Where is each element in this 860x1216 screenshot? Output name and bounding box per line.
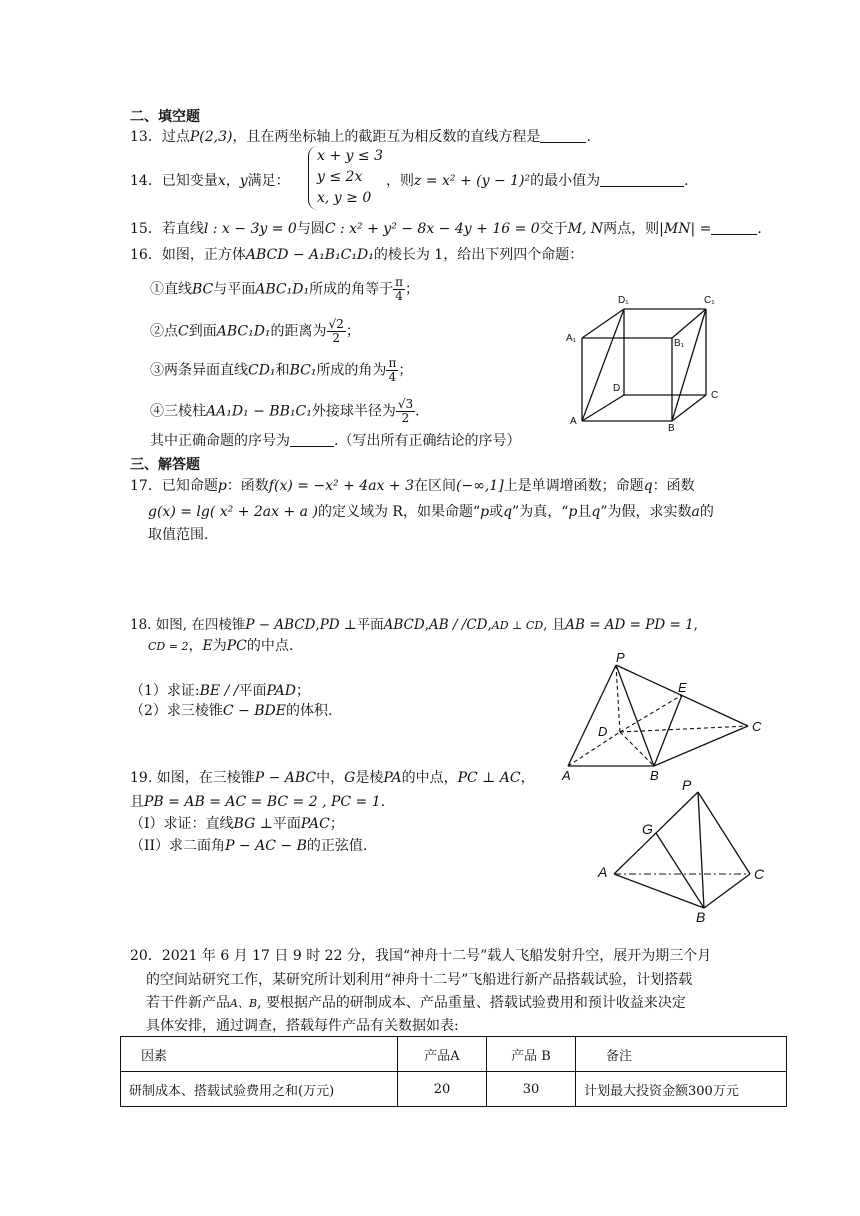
q17-prop-p: p (217, 478, 227, 494)
q17-text-f: 的定义域为 R，如果命题“ (317, 504, 481, 520)
q18-comma-5: ， (188, 638, 203, 654)
q18-s1-end: ； (295, 683, 310, 699)
q19-pc-perp-ac: PC ⊥ AC (457, 770, 521, 786)
q19-text-e: 是棱 (355, 770, 384, 786)
question-17-line-2 (148, 502, 714, 522)
q17-text-d: 上是单调增函数；命题 (503, 478, 644, 494)
q16-ask (150, 431, 520, 451)
q16-p1-text-b: 与平面 (213, 281, 256, 298)
q16-p4-num: √3 (397, 397, 414, 411)
q16-proposition-2 (150, 318, 360, 345)
q15-points: M, N (567, 221, 604, 237)
segment-db (620, 732, 654, 766)
q14-text-b: 满足： (247, 173, 290, 189)
q15-text-b: 与圆 (296, 221, 325, 237)
q13-end: . (586, 129, 591, 145)
q19-edge-pa: PA (383, 770, 402, 786)
segment-bg (656, 833, 704, 908)
q14-objective: z = x² + (y − 1)² (414, 173, 531, 189)
edge-ab (614, 874, 704, 908)
label-e: E (678, 680, 687, 695)
q13-number: 13． (130, 129, 162, 145)
q15-text-a: 若直线 (161, 221, 204, 237)
label-a: A (598, 864, 608, 880)
q17-interval: (−∞,1] (456, 478, 504, 494)
edge-a1d1 (582, 309, 624, 338)
edge-pb (698, 792, 704, 908)
q16-text-a: 如图，正方体 (161, 247, 246, 263)
question-15 (130, 219, 762, 239)
q14-constraint-2: y ≤ 2x (317, 169, 363, 185)
q16-proposition-3 (150, 357, 412, 384)
label-d: D (598, 724, 608, 739)
q19-pyramid: P − ABC (254, 770, 317, 786)
q16-p3-text-b: 和 (275, 362, 290, 379)
q18-s2-pyramid: C − BDE (222, 703, 286, 719)
q15-abs: |MN| = (659, 221, 712, 237)
label-b: B (668, 423, 675, 432)
q18-and: , 且 (543, 617, 566, 633)
q14-var-y: y (239, 173, 248, 189)
q14-constraint-system (308, 146, 383, 210)
label-a: A (570, 416, 577, 427)
q16-proposition-1 (150, 276, 419, 303)
label-g: G (642, 821, 653, 837)
edge-b1c1 (672, 309, 706, 338)
q18-comma-3: , (487, 617, 492, 633)
q18-ad-perp-cd: AD ⊥ CD (491, 619, 544, 632)
label-c: C (754, 866, 765, 882)
label-b: B (696, 909, 706, 924)
table-header-factor: 因素 (121, 1037, 398, 1072)
q14-number: 14． (130, 173, 162, 189)
q20-text-c: , 要根据产品的研制成本、产品重量、搭载试验费用和预计收益来决定 (257, 995, 686, 1011)
q15-circle: C : x² + y² − 8x − 4y + 16 = 0 (324, 221, 540, 237)
q18-midpoint: 的中点. (246, 638, 294, 654)
q19-s2-dihedral: P − AC − B (225, 838, 307, 854)
label-a1: A₁ (566, 333, 577, 344)
q19-s1-plane: PAC (300, 816, 330, 832)
label-b: B (650, 768, 659, 783)
q17-text-i: 的 (699, 504, 714, 520)
q16-p4-fraction (396, 398, 415, 425)
q16-number: 16． (130, 247, 162, 263)
q20-products: A、B (230, 997, 258, 1010)
q16-p4-den: 2 (401, 411, 410, 425)
q18-cd-length: CD = 2 (148, 640, 189, 653)
q17-text-b: ：函数 (226, 478, 269, 494)
section-answer-heading: 三、解答题 (130, 457, 200, 473)
label-p: P (616, 650, 625, 665)
q19-lengths: PB = AB = AC = BC = 2 , PC = 1 (144, 794, 381, 810)
q14-comma: ， (225, 173, 240, 189)
q14-answer-blank (600, 172, 684, 187)
q18-s2-text-a: （2）求三棱锥 (130, 703, 223, 719)
edge-ad (582, 395, 624, 421)
q16-p3-fraction (386, 357, 398, 384)
q18-comma-2: , (424, 617, 429, 633)
q18-perp: PD ⊥ (319, 617, 357, 633)
table-cell-factor: 研制成本、搭载试验费用之和(万元) (121, 1072, 398, 1107)
q15-line: l : x − 3y = 0 (203, 221, 297, 237)
q16-p1-den: 4 (395, 289, 403, 303)
q17-text-c: 在区间 (414, 478, 456, 494)
q16-ask-text: 其中正确命题的序号为 (150, 433, 290, 449)
question-18-line-1 (130, 615, 698, 636)
label-a: A (562, 768, 571, 783)
question-17-line-3: 取值范围. (148, 527, 209, 543)
q16-p3-den: 4 (388, 370, 397, 384)
q16-p1-end: ； (404, 281, 419, 298)
q17-prop-q-3: q (591, 504, 601, 520)
q17-prop-p-2: p (480, 504, 490, 520)
q17-text-a: 已知命题 (161, 478, 218, 494)
q18-parallel: AB / /CD (428, 617, 488, 633)
q13-text-a: 过点 (161, 129, 190, 145)
q18-s1-plane: PAD (266, 683, 296, 699)
table-cell-product-a: 20 (398, 1072, 487, 1107)
q17-function-g: g(x) = lg( x² + 2ax + a ) (148, 504, 318, 520)
q16-proposition-4 (150, 398, 420, 425)
q16-p1-plane: ABC₁D₁ (255, 281, 310, 298)
q19-s1-bg: BG ⊥ (233, 816, 273, 832)
question-18-part-2 (130, 701, 332, 721)
question-18-line-2 (148, 636, 293, 657)
q19-and: 且 (130, 794, 144, 810)
q16-p1-num: π (395, 275, 403, 289)
question-18-part-1 (130, 681, 310, 701)
question-16 (130, 245, 583, 265)
q17-var-a: a (691, 504, 700, 520)
q19-s2-end: 的正弦值. (306, 838, 368, 854)
q17-function-f: f(x) = −x² + 4ax + 3 (268, 478, 414, 494)
label-c1: C₁ (704, 295, 715, 306)
q16-p2-den: 2 (332, 331, 340, 345)
q16-p2-text-c: 的距离为 (270, 323, 327, 340)
q18-pyramid: P − ABCD (245, 617, 316, 633)
edge-pc (698, 792, 750, 874)
q16-p2-point: C (178, 323, 189, 340)
edge-bc (704, 874, 750, 908)
table-header-row (121, 1037, 787, 1072)
table-header-product-a: 产品A (398, 1037, 487, 1072)
q18-segment-pc: PC (226, 638, 247, 654)
question-13 (130, 127, 591, 147)
q16-text-b: 的棱长为 1，给出下列四个命题： (373, 247, 584, 263)
q18-is: 为 (212, 638, 227, 654)
q20-text-a: 若干件新产品 (146, 995, 230, 1011)
q16-p3-end: ； (398, 362, 413, 379)
question-20-line-1: 20．2021 年 6 月 17 日 9 时 22 分，我国“神舟十二号”载人飞船发射升空，展开为期三个月 (130, 948, 712, 964)
q14-constraint-1: x + y ≤ 3 (317, 148, 383, 164)
q19-point-g: G (344, 770, 356, 786)
q17-prop-p-3: p (568, 504, 578, 520)
q16-p1-fraction (393, 276, 405, 303)
q19-s2-text-a: （II）求二面角 (130, 838, 226, 854)
q19-text-g: 的中点， (401, 770, 458, 786)
table-row (121, 1072, 787, 1107)
q17-text-g: ”为真，“ (512, 504, 569, 520)
q19-s1-plane-word: 平面 (272, 816, 301, 832)
q16-ask-text-2: .（写出所有正确结论的序号） (334, 433, 521, 449)
q16-p2-num: √2 (328, 317, 344, 331)
q15-text-d: 两点，则 (603, 221, 660, 237)
q14-end: . (684, 173, 689, 189)
q15-text-c: 交于 (539, 221, 568, 237)
q16-p3-line-1: CD₁ (248, 362, 276, 379)
question-19-line-2 (130, 792, 385, 812)
question-20-line-4: 具体安排，通过调查，搭载每件产品有关数据如表: (146, 1018, 459, 1034)
q18-plane-word: 平面 (356, 617, 384, 633)
q16-p1-line: BC (192, 281, 214, 298)
pyramid-pabcd-figure (560, 648, 780, 784)
q18-comma-1: , (315, 617, 320, 633)
q14-var-x: x (217, 173, 226, 189)
q16-cube: ABCD − A₁B₁C₁D₁ (245, 247, 374, 263)
q16-p3-text-c: 所成的角为 (316, 362, 387, 379)
q16-p2-plane: ABC₁D₁ (216, 323, 271, 340)
q16-p1-text-c: 所成的角等于 (309, 281, 394, 298)
q16-p3-text-a: ③两条异面直线 (150, 362, 248, 379)
q19-text-i: ， (520, 770, 535, 786)
q18-s1-plane-word: 平面 (238, 683, 267, 699)
q18-plane: ABCD (383, 617, 425, 633)
label-c: C (711, 390, 719, 401)
q14-tail (386, 171, 689, 191)
cube-figure (566, 290, 732, 432)
diagonal-bc1 (672, 309, 706, 421)
q15-end: . (757, 221, 762, 237)
label-c: C (752, 719, 762, 734)
pyramid-pabc-figure (596, 776, 772, 924)
q16-p4-text-a: ④三棱柱 (150, 403, 206, 420)
label-p: P (682, 777, 692, 793)
question-19-part-2 (130, 836, 367, 856)
q16-p2-fraction (327, 318, 346, 345)
q14-text-a: 已知变量 (161, 173, 218, 189)
q18-s1-text-a: （1）求证: (130, 683, 200, 699)
q17-text-h: ”为假，求实数 (600, 504, 692, 520)
question-19-line-1 (130, 768, 535, 788)
question-19-part-1 (130, 814, 344, 834)
q16-p3-line-2: BC₁ (289, 362, 317, 379)
q19-period: . (380, 794, 386, 810)
table-header-product-b: 产品 B (487, 1037, 576, 1072)
table-cell-note: 计划最大投资金额300万元 (576, 1072, 787, 1107)
q13-point: P(2,3) (189, 129, 233, 145)
q19-s1-end: ； (329, 816, 344, 832)
section-fill-heading: 二、填空题 (130, 109, 200, 125)
q19-s1-text-a: （I）求证：直线 (130, 816, 234, 832)
table-header-note: 备注 (576, 1037, 787, 1072)
q17-or: 或 (489, 504, 504, 520)
q18-s2-end: 的体积. (286, 703, 333, 719)
label-d1: D₁ (618, 295, 629, 306)
q19-text-c: 中， (316, 770, 345, 786)
table-cell-product-b: 30 (487, 1072, 576, 1107)
q14-text-d: 的最小值为 (530, 173, 601, 189)
q13-text-b: ，且在两坐标轴上的截距互为相反数的直线方程是 (232, 129, 541, 145)
q17-number: 17． (130, 478, 162, 494)
q16-p3-num: π (388, 356, 397, 370)
q19-text-a: 19. 如图，在三棱锥 (130, 770, 255, 786)
label-d: D (613, 383, 621, 394)
q16-answer-blank (290, 432, 334, 447)
q15-number: 15． (130, 221, 162, 237)
label-b1: B₁ (674, 338, 685, 349)
q14-text-c: ，则 (386, 173, 414, 189)
q13-answer-blank (540, 128, 586, 143)
product-data-table (120, 1036, 787, 1107)
q17-text-e: ：函数 (652, 478, 695, 494)
question-17-line-1 (130, 476, 695, 496)
q17-prop-q: q (643, 478, 653, 494)
q16-p1-text-a: ①直线 (150, 281, 192, 298)
q15-answer-blank (711, 220, 757, 235)
q17-and: 且 (577, 504, 592, 520)
diagonal-ad1 (582, 309, 624, 421)
q16-p2-text-a: ②点 (150, 323, 178, 340)
q16-p2-text-b: 到面 (188, 323, 217, 340)
q16-p2-end: ； (345, 323, 360, 340)
q17-prop-q-2: q (503, 504, 513, 520)
q18-s1-be: BE / / (199, 683, 239, 699)
q16-p4-end: . (415, 403, 420, 420)
q18-point-e: E (202, 638, 213, 654)
q18-comma-4: , (693, 617, 698, 633)
q18-text-a: 18. 如图, 在四棱锥 (130, 617, 246, 633)
question-20-line-3 (146, 993, 686, 1014)
question-20-line-2: 的空间站研究工作，某研究所计划利用“神舟十二号”飞船进行新产品搭载试验，计划搭载 (146, 972, 693, 988)
q18-lengths: AB = AD = PD = 1 (565, 617, 694, 633)
edge-bc (672, 395, 706, 421)
q14-constraint-3: x, y ≥ 0 (317, 190, 372, 206)
question-14 (130, 171, 290, 191)
q16-p4-prism: AA₁D₁ − BB₁C₁ (206, 403, 312, 420)
q16-p4-text-b: 外接球半径为 (311, 403, 396, 420)
